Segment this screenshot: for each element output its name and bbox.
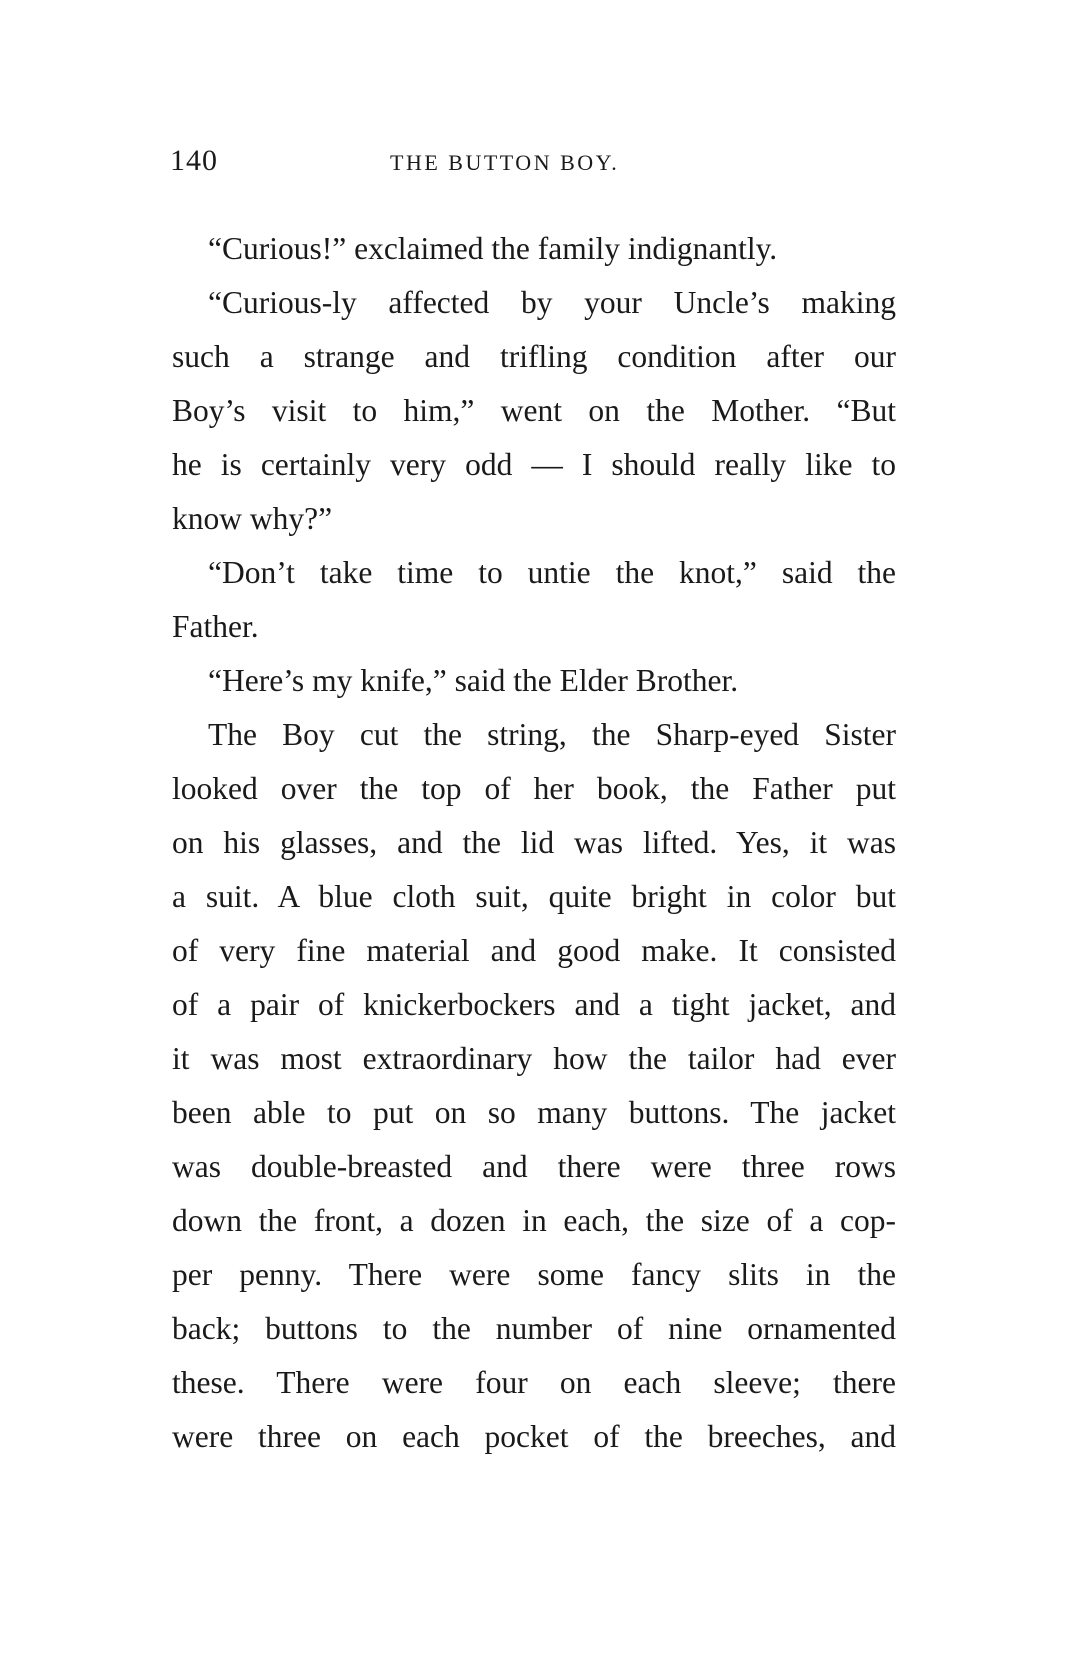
text-line: know why?”: [172, 501, 333, 536]
text-line: these. There were four on each sleeve; there: [172, 1365, 896, 1400]
text-line: a suit. A blue cloth suit, quite bright in color but: [172, 879, 896, 914]
text-line: of very fine material and good make. It consisted: [172, 933, 896, 968]
text-line: back; buttons to the number of nine ornamented: [172, 1311, 896, 1346]
text-line: it was most extraordinary how the tailor had ever: [172, 1041, 896, 1076]
text-line: The Boy cut the string, the Sharp-eyed Sister: [208, 717, 896, 752]
text-line: “Curious-ly affected by your Uncle’s making: [208, 285, 896, 320]
running-title: THE BUTTON BOY.: [390, 150, 620, 175]
body-text: [172, 222, 896, 1464]
text-line: “Here’s my knife,” said the Elder Brother.: [208, 663, 739, 698]
text-line: were three on each pocket of the breeches, and: [172, 1419, 896, 1454]
text-line: “Curious!” exclaimed the family indignantly.: [208, 231, 778, 266]
text-line: such a strange and trifling condition after our: [172, 339, 896, 374]
text-line: was double-breasted and there were three rows: [172, 1149, 896, 1184]
text-line: on his glasses, and the lid was lifted. Yes, it was: [172, 825, 896, 860]
text-line: he is certainly very odd — I should really like to: [172, 447, 896, 482]
text-line: Boy’s visit to him,” went on the Mother. “But: [172, 393, 896, 428]
text-line: been able to put on so many buttons. The jacket: [172, 1095, 896, 1130]
text-line: “Don’t take time to untie the knot,” said the: [208, 555, 896, 590]
text-line: looked over the top of her book, the Father put: [172, 771, 896, 806]
text-line: down the front, a dozen in each, the size of a cop-: [172, 1203, 896, 1238]
text-line: per penny. There were some fancy slits in the: [172, 1257, 896, 1292]
text-line: of a pair of knickerbockers and a tight jacket, and: [172, 987, 896, 1022]
page-number: 140: [170, 144, 218, 177]
running-head: [170, 144, 894, 184]
text-line: Father.: [172, 609, 259, 644]
